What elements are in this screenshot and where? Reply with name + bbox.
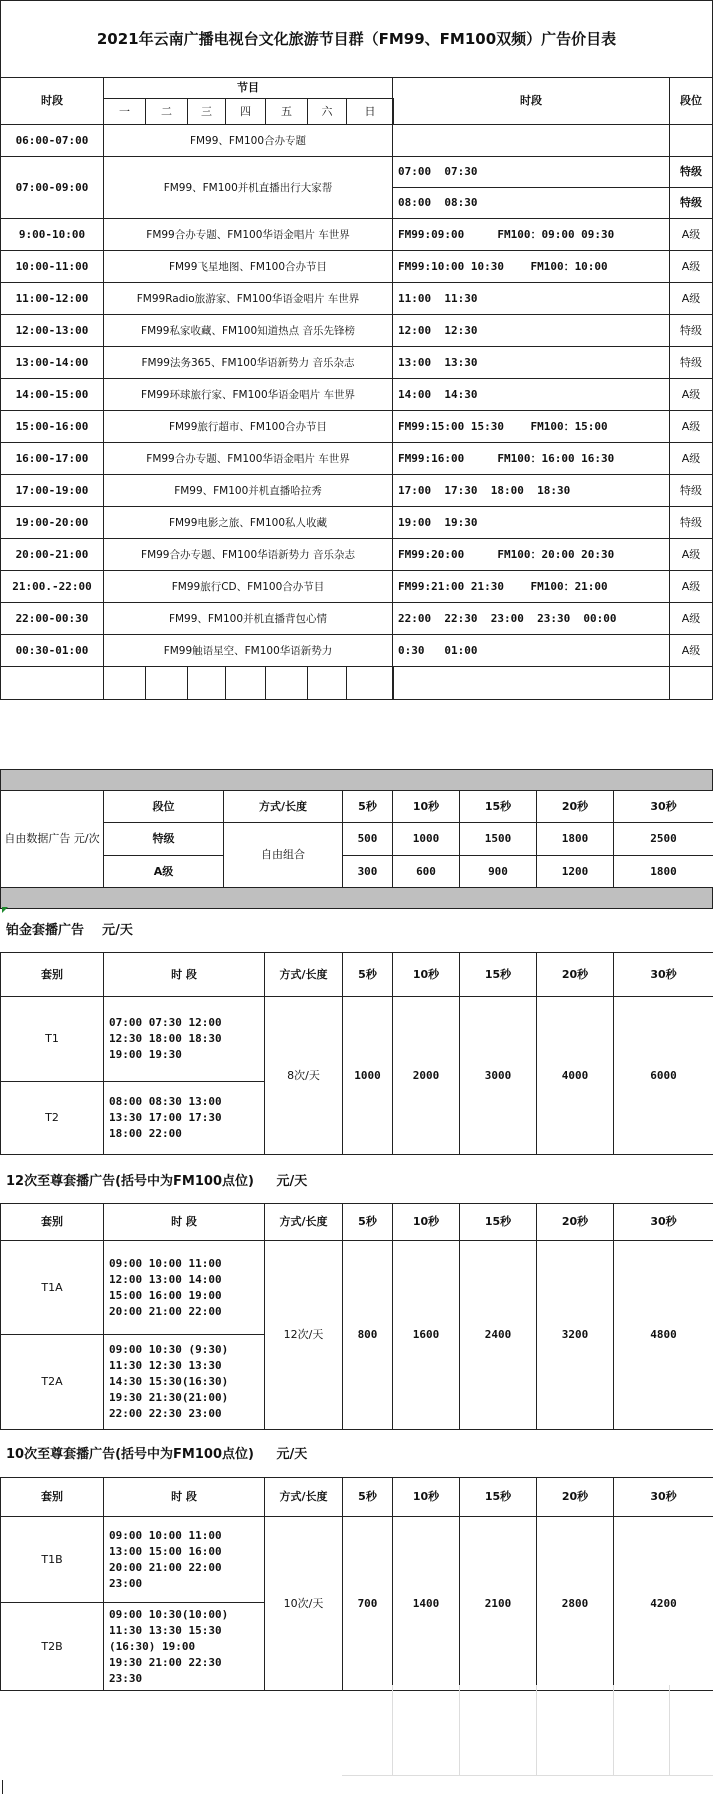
supreme10-price-cell: 2800 bbox=[536, 1516, 614, 1691]
platinum-method-cell: 8次/天 bbox=[264, 996, 343, 1155]
schedule-program-cell: FM99飞星地图、FM100合办节目 bbox=[103, 250, 393, 283]
slot-time-cell: FM99:15:00 15:30 FM100：15:00 bbox=[392, 410, 670, 443]
free-combo-price: 1000 bbox=[392, 822, 460, 856]
slot-level-cell: A级 bbox=[669, 250, 713, 283]
schedule-time-cell: 17:00-19:00 bbox=[0, 474, 104, 507]
platinum-price-cell: 3000 bbox=[459, 996, 537, 1155]
supreme12-times-cell: 09:00 10:00 11:00 12:00 13:00 14:00 15:00 16:00 19:00 20:00 21:00 22:00 bbox=[103, 1240, 265, 1335]
supreme10-price-cell: 1400 bbox=[392, 1516, 460, 1691]
supreme12-header-cell: 时 段 bbox=[103, 1203, 265, 1241]
supreme12-header-cell: 5秒 bbox=[342, 1203, 393, 1241]
platinum-header-cell: 10秒 bbox=[392, 952, 460, 997]
slot-level-cell: 特级 bbox=[669, 187, 713, 219]
schedule-time-cell: 11:00-12:00 bbox=[0, 282, 104, 315]
schedule-program-cell: FM99合办专题、FM100华语金唱片 车世界 bbox=[103, 442, 393, 475]
supreme10-header-cell: 套别 bbox=[0, 1477, 104, 1517]
slot-time-cell: FM99:10:00 10:30 FM100：10:00 bbox=[392, 250, 670, 283]
supreme10-name-cell: T1B bbox=[0, 1516, 104, 1603]
slot-time-cell: FM99:21:00 21:30 FM100：21:00 bbox=[392, 570, 670, 603]
supreme10-price-cell: 2100 bbox=[459, 1516, 537, 1691]
free-combo-price: 500 bbox=[342, 822, 393, 856]
slot-level-cell: 特级 bbox=[669, 346, 713, 379]
platinum-header-cell: 时 段 bbox=[103, 952, 265, 997]
empty-row-cell bbox=[392, 666, 670, 700]
supreme12-header-cell: 方式/长度 bbox=[264, 1203, 343, 1241]
slot-time-cell: 13:00 13:30 bbox=[392, 346, 670, 379]
schedule-time-cell: 12:00-13:00 bbox=[0, 314, 104, 347]
free-combo-method: 自由组合 bbox=[223, 822, 343, 888]
supreme12-price-cell: 800 bbox=[342, 1240, 393, 1430]
weekday-cell: 六 bbox=[307, 98, 347, 125]
platinum-name-cell: T2 bbox=[0, 1081, 104, 1155]
slot-level-cell: 特级 bbox=[669, 314, 713, 347]
slot-time-cell: 19:00 19:30 bbox=[392, 506, 670, 539]
empty-row-cell bbox=[346, 666, 394, 700]
page-title: 2021年云南广播电视台文化旅游节目群（FM99、FM100双频）广告价目表 bbox=[0, 0, 713, 78]
supreme12-header-cell: 套别 bbox=[0, 1203, 104, 1241]
supreme12-name-cell: T1A bbox=[0, 1240, 104, 1335]
schedule-time-cell: 21:00.-22:00 bbox=[0, 570, 104, 603]
schedule-time-cell: 19:00-20:00 bbox=[0, 506, 104, 539]
slot-time-cell: FM99:20:00 FM100：20:00 20:30 bbox=[392, 538, 670, 571]
empty-row-cell bbox=[265, 666, 308, 700]
empty-row-cell bbox=[145, 666, 188, 700]
platinum-header-cell: 15秒 bbox=[459, 952, 537, 997]
slot-level-cell: 特级 bbox=[669, 156, 713, 188]
schedule-program-cell: FM99环球旅行家、FM100华语金唱片 车世界 bbox=[103, 378, 393, 411]
supreme12-price-cell: 3200 bbox=[536, 1240, 614, 1430]
platinum-name-cell: T1 bbox=[0, 996, 104, 1082]
supreme12-price-cell: 2400 bbox=[459, 1240, 537, 1430]
platinum-times-cell: 07:00 07:30 12:00 12:30 18:00 18:30 19:00 19:30 bbox=[103, 996, 265, 1082]
free-combo-header-method: 方式/长度 bbox=[223, 790, 343, 823]
platinum-price-cell: 6000 bbox=[613, 996, 713, 1155]
supreme10-header-cell: 方式/长度 bbox=[264, 1477, 343, 1517]
slot-level-cell: A级 bbox=[669, 410, 713, 443]
free-combo-price: 1200 bbox=[536, 855, 614, 889]
schedule-program-cell: FM99电影之旅、FM100私人收藏 bbox=[103, 506, 393, 539]
supreme10-header-cell: 30秒 bbox=[613, 1477, 713, 1517]
weekday-cell: 四 bbox=[225, 98, 266, 125]
empty-row-cell bbox=[669, 666, 713, 700]
free-combo-header-price: 15秒 bbox=[459, 790, 537, 823]
schedule-program-cell: FM99、FM100并机直播出行大家帮 bbox=[103, 156, 393, 219]
slot-time-cell bbox=[392, 124, 670, 157]
platinum-header-cell: 套别 bbox=[0, 952, 104, 997]
weekday-cell: 日 bbox=[346, 98, 394, 125]
schedule-time-cell: 16:00-17:00 bbox=[0, 442, 104, 475]
schedule-program-cell: FM99法务365、FM100华语新势力 音乐杂志 bbox=[103, 346, 393, 379]
supreme12-method-cell: 12次/天 bbox=[264, 1240, 343, 1430]
slot-level-cell: A级 bbox=[669, 378, 713, 411]
empty-row-cell bbox=[0, 666, 104, 700]
schedule-program-cell: FM99旅行超市、FM100合办节目 bbox=[103, 410, 393, 443]
slot-level-cell: A级 bbox=[669, 218, 713, 251]
slot-level-cell: A级 bbox=[669, 442, 713, 475]
platinum-header-cell: 方式/长度 bbox=[264, 952, 343, 997]
supreme12-header-cell: 30秒 bbox=[613, 1203, 713, 1241]
free-combo-level: A级 bbox=[103, 855, 224, 889]
supreme10-name-cell: T2B bbox=[0, 1602, 104, 1691]
empty-row-cell bbox=[187, 666, 226, 700]
platinum-header-cell: 30秒 bbox=[613, 952, 713, 997]
schedule-program-cell: FM99、FM100合办专题 bbox=[103, 124, 393, 157]
slot-level-cell: A级 bbox=[669, 538, 713, 571]
weekday-cell: 二 bbox=[145, 98, 188, 125]
free-combo-price: 600 bbox=[392, 855, 460, 889]
supreme12-price-cell: 4800 bbox=[613, 1240, 713, 1430]
empty-row-cell bbox=[307, 666, 347, 700]
schedule-program-cell: FM99旅行CD、FM100合办节目 bbox=[103, 570, 393, 603]
slot-time-cell: 12:00 12:30 bbox=[392, 314, 670, 347]
platinum-header-cell: 20秒 bbox=[536, 952, 614, 997]
supreme12-header-cell: 10秒 bbox=[392, 1203, 460, 1241]
free-combo-header-price: 5秒 bbox=[342, 790, 393, 823]
slot-time-cell: 08:00 08:30 bbox=[392, 187, 670, 219]
free-combo-price: 2500 bbox=[613, 822, 713, 856]
slot-time-cell: FM99:09:00 FM100：09:00 09:30 bbox=[392, 218, 670, 251]
supreme10-caption: 10次至尊套播广告(括号中为FM100点位) 元/天 bbox=[6, 1447, 308, 1462]
free-combo-label: 自由数据广告 元/次 bbox=[0, 790, 104, 888]
schedule-time-cell: 9:00-10:00 bbox=[0, 218, 104, 251]
schedule-program-cell: FM99、FM100并机直播哈拉秀 bbox=[103, 474, 393, 507]
weekday-cell: 三 bbox=[187, 98, 226, 125]
separator-band bbox=[0, 769, 713, 791]
schedule-header-slot-time: 时段 bbox=[392, 77, 670, 125]
free-combo-price: 900 bbox=[459, 855, 537, 889]
schedule-time-cell: 00:30-01:00 bbox=[0, 634, 104, 667]
slot-level-cell: 特级 bbox=[669, 474, 713, 507]
free-combo-header-price: 10秒 bbox=[392, 790, 460, 823]
slot-level-cell: A级 bbox=[669, 634, 713, 667]
schedule-time-cell: 13:00-14:00 bbox=[0, 346, 104, 379]
free-combo-price: 1500 bbox=[459, 822, 537, 856]
supreme10-header-cell: 20秒 bbox=[536, 1477, 614, 1517]
slot-time-cell: 22:00 22:30 23:00 23:30 00:00 bbox=[392, 602, 670, 635]
supreme10-header-cell: 10秒 bbox=[392, 1477, 460, 1517]
slot-time-cell: 11:00 11:30 bbox=[392, 282, 670, 315]
platinum-header-cell: 5秒 bbox=[342, 952, 393, 997]
slot-level-cell bbox=[669, 124, 713, 157]
supreme10-times-cell: 09:00 10:00 11:00 13:00 15:00 16:00 20:00 21:00 22:00 23:00 bbox=[103, 1516, 265, 1603]
supreme12-name-cell: T2A bbox=[0, 1334, 104, 1430]
schedule-header-level: 段位 bbox=[669, 77, 713, 125]
schedule-time-cell: 14:00-15:00 bbox=[0, 378, 104, 411]
free-combo-price: 1800 bbox=[536, 822, 614, 856]
free-combo-header-level: 段位 bbox=[103, 790, 224, 823]
supreme12-times-cell: 09:00 10:30 (9:30) 11:30 12:30 13:30 14:30 15:30(16:30) 19:30 21:30(21:00) 22:00 22:30 23:00 bbox=[103, 1334, 265, 1430]
schedule-time-cell: 20:00-21:00 bbox=[0, 538, 104, 571]
slot-level-cell: 特级 bbox=[669, 506, 713, 539]
platinum-price-cell: 2000 bbox=[392, 996, 460, 1155]
free-combo-header-price: 30秒 bbox=[613, 790, 713, 823]
slot-time-cell: 14:00 14:30 bbox=[392, 378, 670, 411]
supreme10-price-cell: 700 bbox=[342, 1516, 393, 1691]
empty-row-cell bbox=[103, 666, 146, 700]
supreme10-header-cell: 5秒 bbox=[342, 1477, 393, 1517]
schedule-program-cell: FM99私家收藏、FM100知道热点 音乐先锋榜 bbox=[103, 314, 393, 347]
schedule-header-program: 节目 bbox=[103, 77, 393, 99]
schedule-program-cell: FM99合办专题、FM100华语新势力 音乐杂志 bbox=[103, 538, 393, 571]
slot-time-cell: 0:30 01:00 bbox=[392, 634, 670, 667]
slot-time-cell: 17:00 17:30 18:00 18:30 bbox=[392, 474, 670, 507]
supreme10-header-cell: 时 段 bbox=[103, 1477, 265, 1517]
free-combo-level: 特级 bbox=[103, 822, 224, 856]
schedule-time-cell: 10:00-11:00 bbox=[0, 250, 104, 283]
free-combo-price: 1800 bbox=[613, 855, 713, 889]
empty-row-cell bbox=[225, 666, 266, 700]
supreme12-price-cell: 1600 bbox=[392, 1240, 460, 1430]
schedule-time-cell: 15:00-16:00 bbox=[0, 410, 104, 443]
platinum-price-cell: 4000 bbox=[536, 996, 614, 1155]
schedule-program-cell: FM99、FM100并机直播背包心情 bbox=[103, 602, 393, 635]
separator-band bbox=[0, 887, 713, 909]
supreme12-caption: 12次至尊套播广告(括号中为FM100点位) 元/天 bbox=[6, 1174, 308, 1189]
supreme10-header-cell: 15秒 bbox=[459, 1477, 537, 1517]
slot-level-cell: A级 bbox=[669, 570, 713, 603]
supreme12-header-cell: 20秒 bbox=[536, 1203, 614, 1241]
free-combo-header-price: 20秒 bbox=[536, 790, 614, 823]
slot-level-cell: A级 bbox=[669, 282, 713, 315]
supreme10-method-cell: 10次/天 bbox=[264, 1516, 343, 1691]
schedule-time-cell: 07:00-09:00 bbox=[0, 156, 104, 219]
schedule-time-cell: 06:00-07:00 bbox=[0, 124, 104, 157]
schedule-time-cell: 22:00-00:30 bbox=[0, 602, 104, 635]
schedule-program-cell: FM99触语星空、FM100华语新势力 bbox=[103, 634, 393, 667]
platinum-price-cell: 1000 bbox=[342, 996, 393, 1155]
supreme10-price-cell: 4200 bbox=[613, 1516, 713, 1691]
supreme12-header-cell: 15秒 bbox=[459, 1203, 537, 1241]
slot-level-cell: A级 bbox=[669, 602, 713, 635]
schedule-program-cell: FM99Radio旅游家、FM100华语金唱片 车世界 bbox=[103, 282, 393, 315]
schedule-program-cell: FM99合办专题、FM100华语金唱片 车世界 bbox=[103, 218, 393, 251]
weekday-cell: 一 bbox=[103, 98, 146, 125]
platinum-caption: 铂金套播广告 元/天 bbox=[6, 923, 133, 938]
supreme10-times-cell: 09:00 10:30(10:00) 11:30 13:30 15:30 (16:30) 19:00 19:30 21:00 22:30 23:30 bbox=[103, 1602, 265, 1691]
slot-time-cell: FM99:16:00 FM100：16:00 16:30 bbox=[392, 442, 670, 475]
free-combo-price: 300 bbox=[342, 855, 393, 889]
platinum-times-cell: 08:00 08:30 13:00 13:30 17:00 17:30 18:00 22:00 bbox=[103, 1081, 265, 1155]
schedule-header-time: 时段 bbox=[0, 77, 104, 125]
trailing-gridlines bbox=[392, 1685, 713, 1775]
weekday-cell: 五 bbox=[265, 98, 308, 125]
slot-time-cell: 07:00 07:30 bbox=[392, 156, 670, 188]
